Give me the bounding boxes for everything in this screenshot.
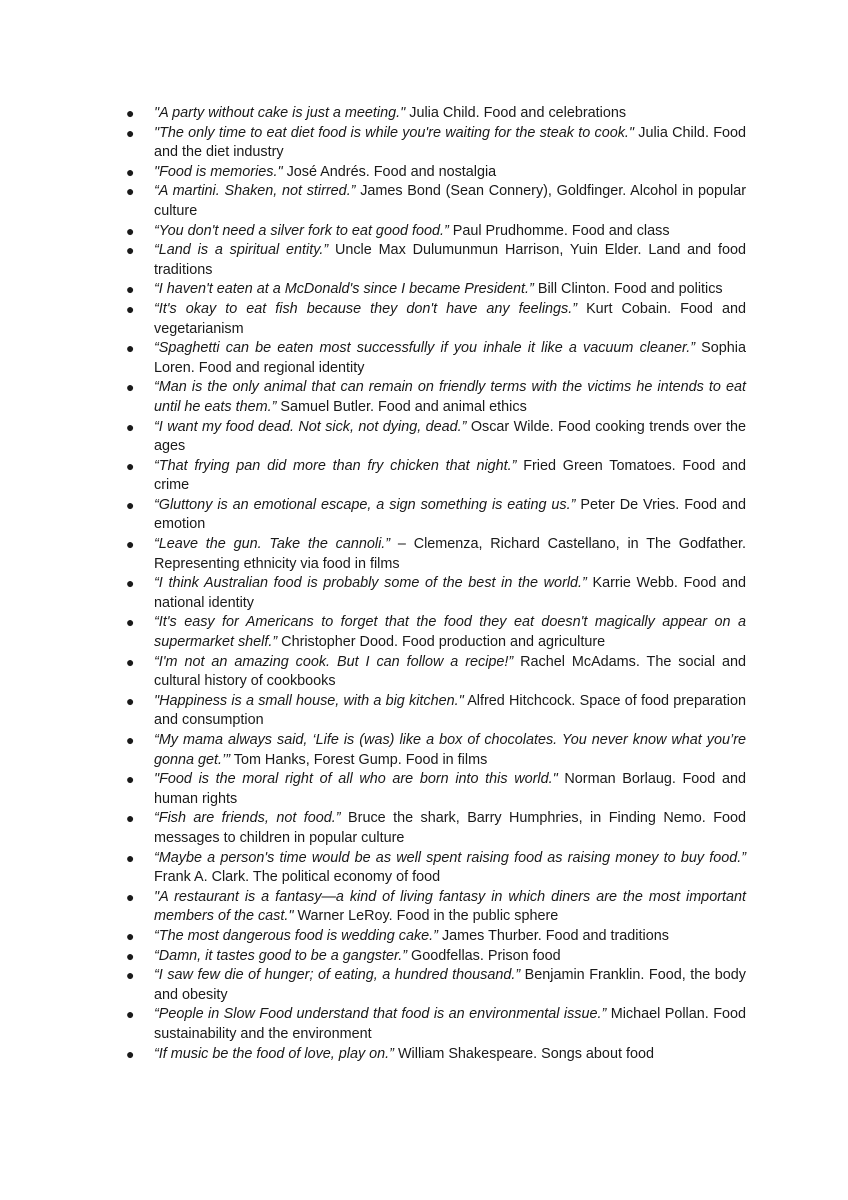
list-item <box>126 849 746 888</box>
quote-text: “People in Slow Food understand that food is an environmental issue.” <box>154 1006 607 1023</box>
quote-text: “You don't need a silver fork to eat good food.” <box>154 222 449 239</box>
bullet-icon: ● <box>126 692 135 709</box>
quote-text: “If music be the food of love, play on.” <box>154 1045 394 1062</box>
list-item <box>126 496 746 535</box>
bullet-icon: ● <box>126 732 135 748</box>
quote-text: "A party without cake is just a meeting." <box>154 105 406 121</box>
quote-text: “I'm not an amazing cook. But I can follow a recipe!” <box>154 653 514 670</box>
bullet-icon: ● <box>126 810 135 827</box>
quote-text: “I haven't eaten at a McDonald's since I became President.” <box>154 281 534 298</box>
list-item <box>126 653 746 692</box>
list-item <box>126 966 746 1005</box>
bullet-icon: ● <box>126 222 135 239</box>
quote-attribution: James Thurber. Food and traditions <box>437 927 669 944</box>
list-item <box>126 888 746 927</box>
list-item <box>126 124 746 163</box>
quote-text: “Maybe a person's time would be as well spent raising food as raising money to buy food.” <box>154 849 746 866</box>
quote-attribution: Paul Prudhomme. Food and class <box>448 222 670 239</box>
quote-attribution: Samuel Butler. Food and animal ethics <box>276 398 527 415</box>
bullet-icon: ● <box>126 300 135 317</box>
list-item <box>126 613 746 652</box>
quote-text: “My mama always said, ‘Life is (was) like a box of chocolates. You never know what you’re gonna get.’” <box>154 732 746 768</box>
list-item <box>126 770 746 809</box>
bullet-icon: ● <box>126 614 135 631</box>
list-item <box>126 1005 746 1044</box>
quote-list <box>126 104 746 1064</box>
quote-attribution: Julia Child. Food and the diet industry <box>154 124 746 161</box>
list-item <box>126 731 746 770</box>
quote-text: “Leave the gun. Take the cannoli.” <box>154 536 391 553</box>
list-item <box>126 378 746 417</box>
bullet-icon: ● <box>126 888 135 905</box>
bullet-icon: ● <box>126 281 135 298</box>
quote-text: “A martini. Shaken, not stirred.” <box>154 183 356 200</box>
bullet-icon: ● <box>126 163 135 180</box>
quote-attribution: Bill Clinton. Food and politics <box>533 281 723 298</box>
quote-text: “The most dangerous food is wedding cake.” <box>154 927 438 944</box>
bullet-icon: ● <box>126 340 135 357</box>
quote-attribution: – Clemenza, Richard Castellano, in The Godfather. Representing ethnicity via food in films <box>154 536 746 572</box>
quote-attribution: José Andrés. Food and nostalgia <box>282 163 497 180</box>
quote-text: “I think Australian food is probably some of the best in the world.” <box>154 575 587 592</box>
bullet-icon: ● <box>126 967 135 984</box>
bullet-icon: ● <box>126 418 135 435</box>
quote-attribution: Michael Pollan. Food sustainability and the environment <box>154 1006 746 1042</box>
list-item <box>126 339 746 378</box>
quote-text: "A restaurant is a fantasy—a kind of living fantasy in which diners are the most important members of the cast." <box>154 888 746 925</box>
list-item <box>126 457 746 496</box>
quote-attribution: Benjamin Franklin. Food, the body and obesity <box>154 967 746 1003</box>
quote-attribution: Oscar Wilde. Food cooking trends over the ages <box>154 418 747 455</box>
list-item <box>126 104 746 124</box>
bullet-icon: ● <box>126 575 135 592</box>
list-item <box>126 1045 746 1065</box>
quote-attribution: Sophia Loren. Food and regional identity <box>154 340 746 376</box>
bullet-icon: ● <box>126 496 135 513</box>
bullet-icon: ● <box>126 457 135 474</box>
bullet-icon: ● <box>126 124 135 141</box>
bullet-icon: ● <box>126 927 135 944</box>
bullet-icon: ● <box>126 242 135 259</box>
list-item <box>126 280 746 300</box>
quote-attribution: Rachel McAdams. The social and cultural history of cookbooks <box>154 653 746 690</box>
list-item <box>126 947 746 967</box>
bullet-icon: ● <box>126 105 135 121</box>
quote-attribution: Karrie Webb. Food and national identity <box>154 575 746 611</box>
quote-text: “Damn, it tastes good to be a gangster.” <box>154 947 408 964</box>
quote-attribution: Alfred Hitchcock. Space of food preparation and consumption <box>154 692 747 729</box>
quote-text: "Food is the moral right of all who are born into this world." <box>154 771 558 788</box>
quote-text: "Food is memories." <box>154 163 283 180</box>
quote-text: “Gluttony is an emotional escape, a sign something is eating us.” <box>154 496 576 513</box>
list-item <box>126 927 746 947</box>
bullet-icon: ● <box>126 379 135 396</box>
quote-attribution: Goodfellas. Prison food <box>407 947 561 964</box>
list-item <box>126 574 746 613</box>
quote-text: "Happiness is a small house, with a big kitchen." <box>154 692 464 709</box>
list-item <box>126 418 746 457</box>
bullet-icon: ● <box>126 1045 135 1062</box>
quote-attribution: Peter De Vries. Food and emotion <box>154 496 746 533</box>
quote-text: “Land is a spiritual entity.” <box>154 242 329 259</box>
quote-text: “I want my food dead. Not sick, not dying, dead.” <box>154 418 467 435</box>
quote-text: “Spaghetti can be eaten most successfully if you inhale it like a vacuum cleaner.” <box>154 340 696 357</box>
list-item <box>126 222 746 242</box>
quote-attribution: William Shakespeare. Songs about food <box>393 1045 654 1062</box>
quote-attribution: Tom Hanks, Forest Gump. Food in films <box>230 751 488 768</box>
quote-text: “I saw few die of hunger; of eating, a hundred thousand.” <box>154 967 521 984</box>
quote-attribution: Frank A. Clark. The political economy of food <box>154 869 441 886</box>
quote-attribution: Warner LeRoy. Food in the public sphere <box>293 908 559 925</box>
list-item <box>126 241 746 280</box>
bullet-icon: ● <box>126 947 135 964</box>
quote-text: “Fish are friends, not food.” <box>154 810 341 827</box>
quote-text: “Man is the only animal that can remain on friendly terms with the victims he intends to eat until he eats them.” <box>154 379 746 415</box>
quote-text: "The only time to eat diet food is while you're waiting for the steak to cook." <box>154 124 635 141</box>
bullet-icon: ● <box>126 849 135 866</box>
quote-attribution: James Bond (Sean Connery), Goldfinger. Alcohol in popular culture <box>154 183 746 219</box>
list-item <box>126 809 746 848</box>
quote-attribution: Kurt Cobain. Food and vegetarianism <box>154 300 746 337</box>
quote-text: “It's okay to eat fish because they don't have any feelings.” <box>154 300 578 317</box>
quote-text: “It's easy for Americans to forget that the food they eat doesn't magically appear on a supermarket shelf.” <box>154 614 746 651</box>
quote-attribution: Uncle Max Dulumunmun Harrison, Yuin Elder. Land and food traditions <box>154 242 746 278</box>
list-item <box>126 692 746 731</box>
bullet-icon: ● <box>126 771 135 788</box>
bullet-icon: ● <box>126 1006 135 1023</box>
quote-attribution: Christopher Dood. Food production and agriculture <box>277 634 606 651</box>
quote-text: “That frying pan did more than fry chicken that night.” <box>154 457 517 474</box>
bullet-icon: ● <box>126 183 135 200</box>
quote-attribution: Fried Green Tomatoes. Food and crime <box>154 457 746 494</box>
list-item <box>126 163 746 183</box>
quote-attribution: Bruce the shark, Barry Humphries, in Finding Nemo. Food messages to children in popular culture <box>154 810 747 846</box>
quote-attribution: Norman Borlaug. Food and human rights <box>154 771 746 807</box>
quote-attribution: Julia Child. Food and celebrations <box>405 105 627 121</box>
bullet-icon: ● <box>126 653 135 670</box>
bullet-icon: ● <box>126 536 135 553</box>
list-item <box>126 182 746 221</box>
list-item <box>126 300 746 339</box>
list-item <box>126 535 746 574</box>
